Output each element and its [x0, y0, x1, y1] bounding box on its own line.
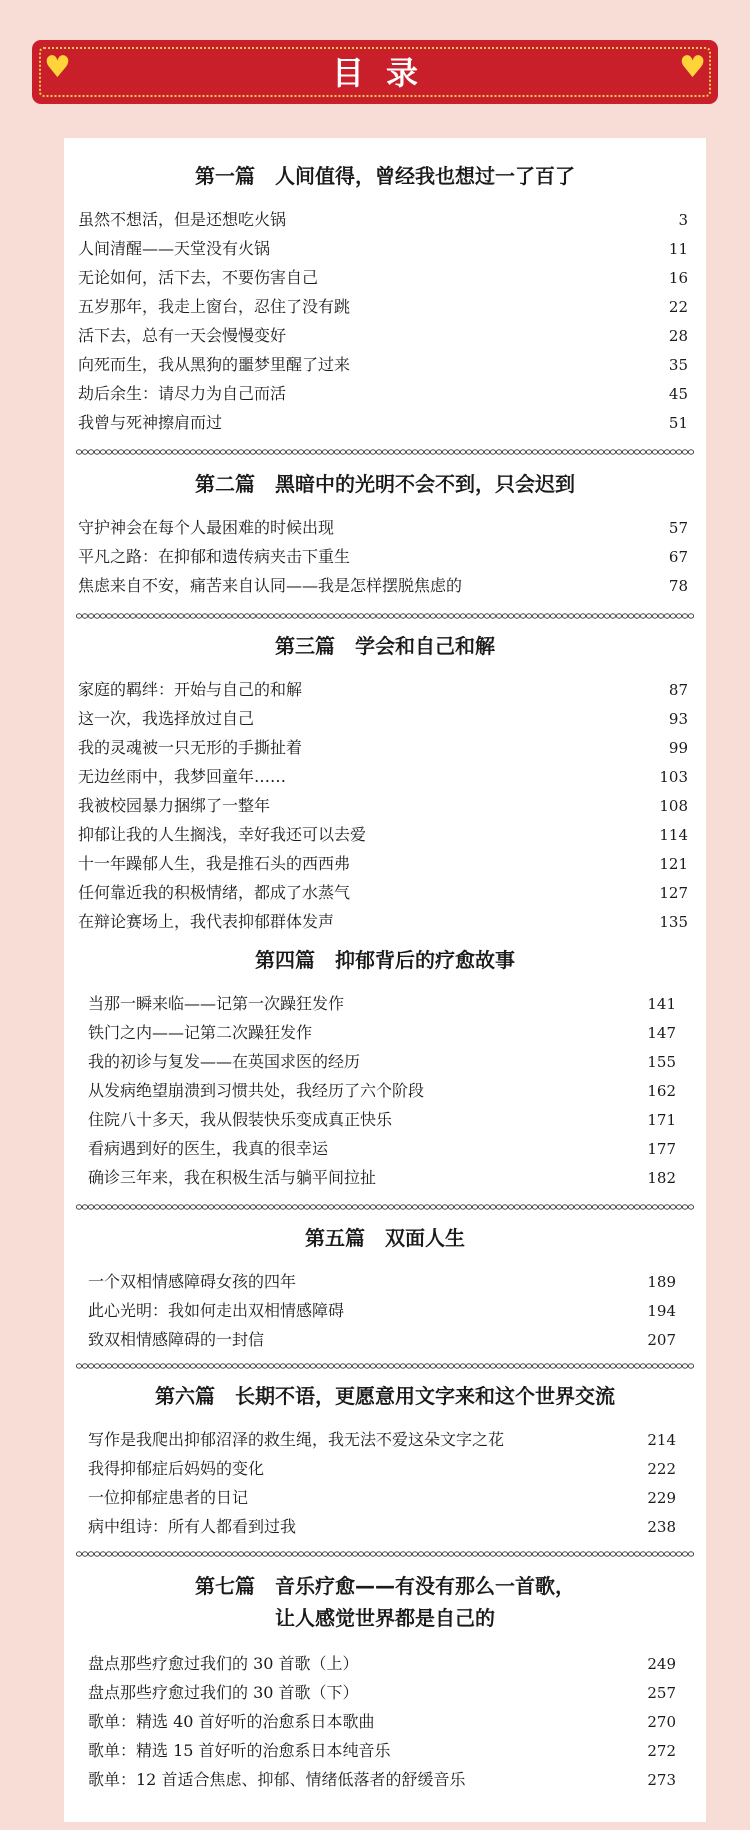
entry-title: 人间清醒——天堂没有火锅 — [78, 239, 271, 258]
toc-entry[interactable] — [78, 206, 688, 234]
toc-panel — [64, 138, 706, 1822]
entry-page: 194 — [647, 1302, 676, 1320]
entry-title: 此心光明：我如何走出双相情感障碍 — [88, 1301, 345, 1320]
entry-title: 住院八十多天，我从假装快乐变成真正快乐 — [88, 1110, 393, 1129]
toc-entry[interactable] — [78, 572, 688, 600]
toc-entry[interactable] — [78, 1679, 688, 1707]
toc-entry[interactable] — [78, 850, 688, 878]
toc-entry[interactable] — [78, 322, 688, 350]
toc-entry[interactable] — [78, 1326, 688, 1354]
section-title: 第四篇 抑郁背后的疗愈故事 — [255, 948, 515, 972]
entry-title: 无论如何，活下去，不要伤害自己 — [78, 268, 319, 287]
entry-page: 182 — [647, 1169, 676, 1187]
section-title: 第六篇 长期不语，更愿意用文字来和这个世界交流 — [155, 1384, 615, 1408]
entry-page: 257 — [647, 1684, 676, 1702]
entry-page: 78 — [668, 577, 688, 595]
toc-entry[interactable] — [78, 821, 688, 849]
entry-page: 229 — [647, 1489, 676, 1507]
entry-title: 我得抑郁症后妈妈的变化 — [88, 1459, 265, 1478]
entry-page: 162 — [647, 1082, 676, 1100]
entry-title: 这一次，我选择放过自己 — [78, 709, 255, 728]
heart-icon: ♥ — [44, 50, 71, 85]
entry-page: 214 — [647, 1431, 676, 1449]
entry-title: 向死而生，我从黑狗的噩梦里醒了过来 — [78, 355, 351, 374]
entry-title: 歌单：精选 15 首好听的治愈系日本纯音乐 — [88, 1741, 391, 1760]
entry-page: 238 — [647, 1518, 676, 1536]
heart-icon: ♥ — [679, 50, 706, 85]
section-title-line2: 让人感觉世界都是自己的 — [275, 1606, 495, 1630]
section-divider — [76, 1551, 694, 1557]
entry-page: 270 — [647, 1713, 676, 1731]
toc-entry[interactable] — [78, 1048, 688, 1076]
toc-entry[interactable] — [78, 879, 688, 907]
entry-title: 病中组诗：所有人都看到过我 — [88, 1517, 297, 1536]
entry-title: 劫后余生：请尽力为自己而活 — [78, 384, 287, 403]
toc-entry[interactable] — [78, 380, 688, 408]
entry-title: 我曾与死神擦肩而过 — [78, 413, 223, 432]
entry-page: 141 — [647, 995, 676, 1013]
entry-title: 无边丝雨中，我梦回童年…… — [78, 767, 287, 786]
entry-page: 127 — [659, 884, 688, 902]
entry-page: 99 — [668, 739, 688, 757]
entry-title: 我被校园暴力捆绑了一整年 — [78, 796, 271, 815]
entry-page: 147 — [647, 1024, 676, 1042]
entry-title: 铁门之内——记第二次躁狂发作 — [88, 1023, 313, 1042]
toc-entry[interactable] — [78, 705, 688, 733]
toc-entry[interactable] — [78, 908, 688, 936]
toc-entry[interactable] — [78, 351, 688, 379]
entry-title: 歌单：12 首适合焦虑、抑郁、情绪低落者的舒缓音乐 — [88, 1770, 466, 1789]
toc-entry[interactable] — [78, 676, 688, 704]
entry-title: 一个双相情感障碍女孩的四年 — [88, 1272, 297, 1291]
entry-page: 155 — [647, 1053, 676, 1071]
entry-title: 守护神会在每个人最困难的时候出现 — [78, 518, 335, 537]
entry-page: 121 — [659, 855, 688, 873]
toc-entry[interactable] — [78, 1484, 688, 1512]
section-divider — [76, 1363, 694, 1369]
toc-entry[interactable] — [78, 1650, 688, 1678]
entry-title: 致双相情感障碍的一封信 — [88, 1330, 265, 1349]
toc-entry[interactable] — [78, 543, 688, 571]
entry-page: 11 — [668, 240, 688, 258]
section-title: 第七篇 音乐疗愈——有没有那么一首歌， — [195, 1574, 575, 1598]
entry-title: 歌单：精选 40 首好听的治愈系日本歌曲 — [88, 1712, 375, 1731]
entry-page: 249 — [647, 1655, 676, 1673]
entry-page: 57 — [668, 519, 688, 537]
entry-title: 活下去，总有一天会慢慢变好 — [78, 326, 287, 345]
entry-page: 45 — [668, 385, 688, 403]
toc-entry[interactable] — [78, 1164, 688, 1192]
toc-entry[interactable] — [78, 734, 688, 762]
entry-title: 平凡之路：在抑郁和遗传病夹击下重生 — [78, 547, 351, 566]
toc-entry[interactable] — [78, 1766, 688, 1794]
entry-page: 87 — [668, 681, 688, 699]
entry-page: 207 — [647, 1331, 676, 1349]
toc-entry[interactable] — [78, 792, 688, 820]
toc-entry[interactable] — [78, 1737, 688, 1765]
toc-entry[interactable] — [78, 264, 688, 292]
entry-page: 3 — [678, 211, 688, 229]
section-title: 第二篇 黑暗中的光明不会不到，只会迟到 — [195, 472, 575, 496]
entry-page: 51 — [668, 414, 688, 432]
entry-page: 22 — [668, 298, 688, 316]
toc-entry[interactable] — [78, 1513, 688, 1541]
entry-page: 273 — [647, 1771, 676, 1789]
entry-page: 177 — [647, 1140, 676, 1158]
entry-title: 从发病绝望崩溃到习惯共处，我经历了六个阶段 — [88, 1081, 425, 1100]
page-title: 目录 — [331, 54, 440, 92]
toc-entry[interactable] — [78, 1708, 688, 1736]
section-divider — [76, 1204, 694, 1210]
entry-page: 67 — [668, 548, 688, 566]
entry-page: 103 — [659, 768, 688, 786]
toc-entry[interactable] — [78, 514, 688, 542]
toc-entry[interactable] — [78, 1297, 688, 1325]
entry-title: 任何靠近我的积极情绪，都成了水蒸气 — [78, 883, 351, 902]
entry-title: 确诊三年来，我在积极生活与躺平间拉扯 — [88, 1168, 377, 1187]
toc-entry[interactable] — [78, 990, 688, 1018]
entry-title: 写作是我爬出抑郁沼泽的救生绳，我无法不爱这朵文字之花 — [88, 1430, 505, 1449]
entry-page: 189 — [647, 1273, 676, 1291]
section-title: 第三篇 学会和自己和解 — [275, 634, 495, 658]
entry-title: 当那一瞬来临——记第一次躁狂发作 — [88, 994, 345, 1013]
toc-entry[interactable] — [78, 409, 688, 437]
toc-entry[interactable] — [78, 1077, 688, 1105]
toc-entry[interactable] — [78, 763, 688, 791]
entry-title: 家庭的羁绊：开始与自己的和解 — [78, 680, 303, 699]
entry-title: 焦虑来自不安，痛苦来自认同——我是怎样摆脱焦虑的 — [78, 576, 463, 595]
toc-entry[interactable] — [78, 1135, 688, 1163]
entry-title: 抑郁让我的人生搁浅，幸好我还可以去爱 — [78, 825, 367, 844]
entry-page: 171 — [647, 1111, 676, 1129]
entry-title: 十一年躁郁人生，我是推石头的西西弗 — [78, 854, 351, 873]
entry-title: 盘点那些疗愈过我们的 30 首歌（上） — [88, 1654, 359, 1673]
section-divider — [76, 613, 694, 619]
entry-title: 五岁那年，我走上窗台，忍住了没有跳 — [78, 297, 351, 316]
entry-page: 16 — [668, 269, 688, 287]
toc-entry[interactable] — [78, 1106, 688, 1134]
entry-page: 35 — [668, 356, 688, 374]
entry-page: 28 — [668, 327, 688, 345]
entry-page: 135 — [659, 913, 688, 931]
toc-entry[interactable] — [78, 1455, 688, 1483]
toc-entry[interactable] — [78, 1426, 688, 1454]
toc-entry[interactable] — [78, 1268, 688, 1296]
entry-title: 在辩论赛场上，我代表抑郁群体发声 — [78, 912, 335, 931]
entry-title: 盘点那些疗愈过我们的 30 首歌（下） — [88, 1683, 359, 1702]
entry-page: 114 — [659, 826, 688, 844]
entry-title: 我的灵魂被一只无形的手撕扯着 — [78, 738, 303, 757]
entry-page: 93 — [668, 710, 688, 728]
entry-page: 222 — [647, 1460, 676, 1478]
entry-page: 272 — [647, 1742, 676, 1760]
section-divider — [76, 449, 694, 455]
entry-title: 看病遇到好的医生，我真的很幸运 — [88, 1139, 329, 1158]
entry-title: 一位抑郁症患者的日记 — [88, 1488, 249, 1507]
toc-entry[interactable] — [78, 1019, 688, 1047]
section-title: 第五篇 双面人生 — [305, 1226, 465, 1250]
entry-title: 我的初诊与复发——在英国求医的经历 — [88, 1052, 361, 1071]
entry-title: 虽然不想活，但是还想吃火锅 — [78, 210, 287, 229]
section-title: 第一篇 人间值得，曾经我也想过一了百了 — [195, 164, 575, 188]
toc-entry[interactable] — [78, 235, 688, 263]
toc-entry[interactable] — [78, 293, 688, 321]
entry-page: 108 — [659, 797, 688, 815]
toc-banner — [32, 40, 718, 104]
